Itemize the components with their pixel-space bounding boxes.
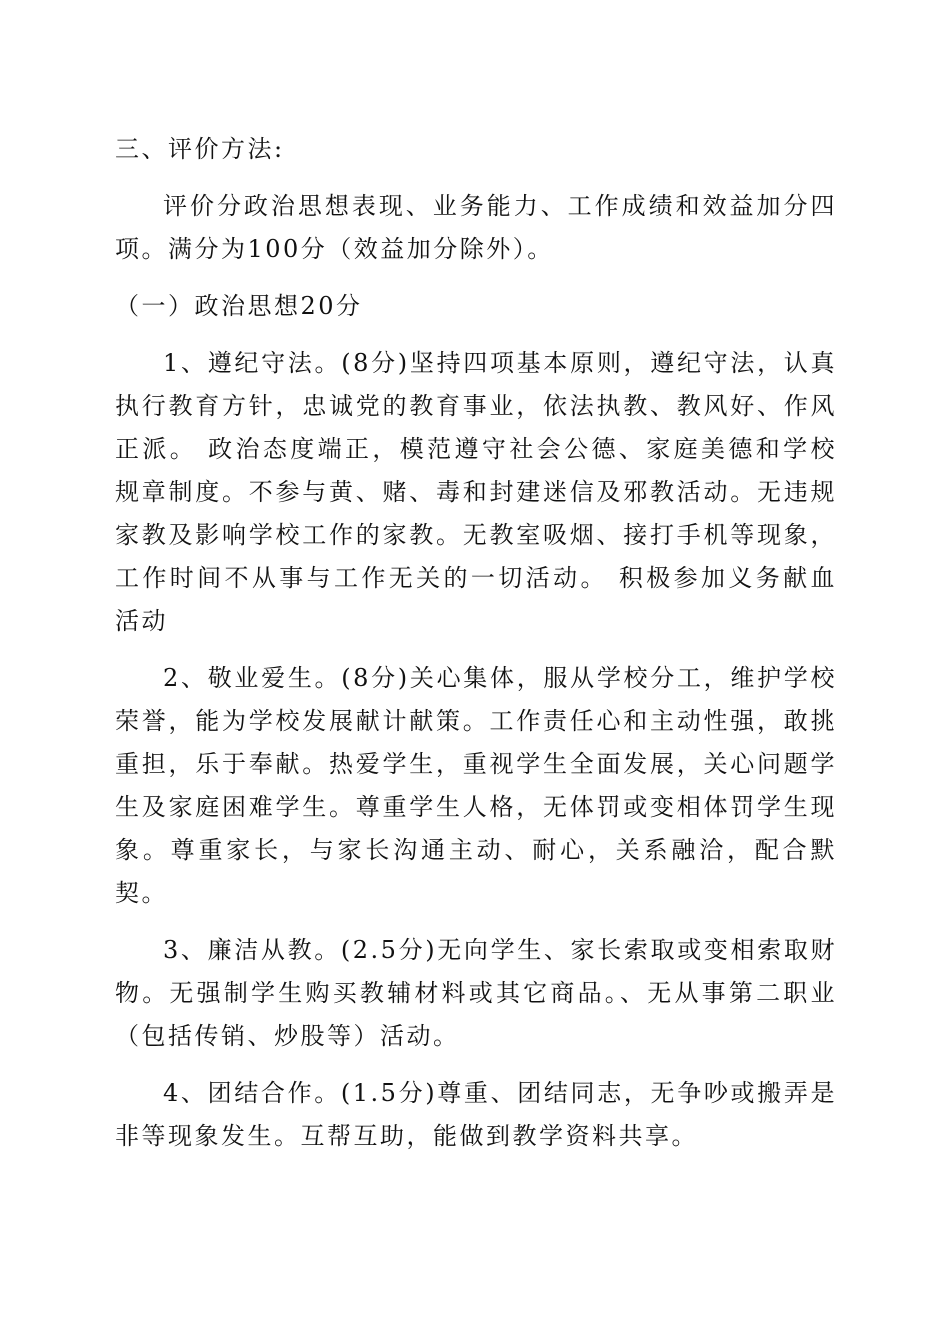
section-heading: 三、评价方法:: [115, 135, 285, 163]
item-paragraph-3: 3、廉洁从教。(2.5分)无向学生、家长索取或变相索取财物。无强制学生购买教辅材料或其它商品。、无从事第二职业（包括传销、炒股等）活动。: [115, 936, 837, 1050]
item-paragraph-4: 4、团结合作。(1.5分)尊重、团结同志，无争吵或搬弄是非等现象发生。互帮互助，能做到教学资料共享。: [115, 1079, 837, 1150]
subsection-heading: （一）政治思想20分: [115, 292, 363, 320]
item-paragraph-1: 1、遵纪守法。(8分)坚持四项基本原则，遵纪守法，认真执行教育方针，忠诚党的教育事业，依法执教、教风好、作风正派。 政治态度端正，模范遵守社会公德、家庭美德和学校规章制度。不参与黄、赌、毒和封建迷信及邪教活动。无违规家教及影响学校工作的家教。无教室吸烟、接打手机等现象，工作时间不从事与工作无关的一切活动。 积极参加义务献血活动: [115, 349, 837, 635]
document-body: [115, 128, 837, 1172]
item-paragraph-2: 2、敬业爱生。(8分)关心集体，服从学校分工，维护学校荣誉，能为学校发展献计献策。工作责任心和主动性强，敢挑重担，乐于奉献。热爱学生，重视学生全面发展，关心问题学生及家庭困难学生。尊重学生人格，无体罚或变相体罚学生现象。尊重家长，与家长沟通主动、耐心，关系融洽，配合默契。: [115, 664, 837, 907]
intro-paragraph: 评价分政治思想表现、业务能力、工作成绩和效益加分四项。满分为100分（效益加分除外）。: [115, 192, 837, 263]
